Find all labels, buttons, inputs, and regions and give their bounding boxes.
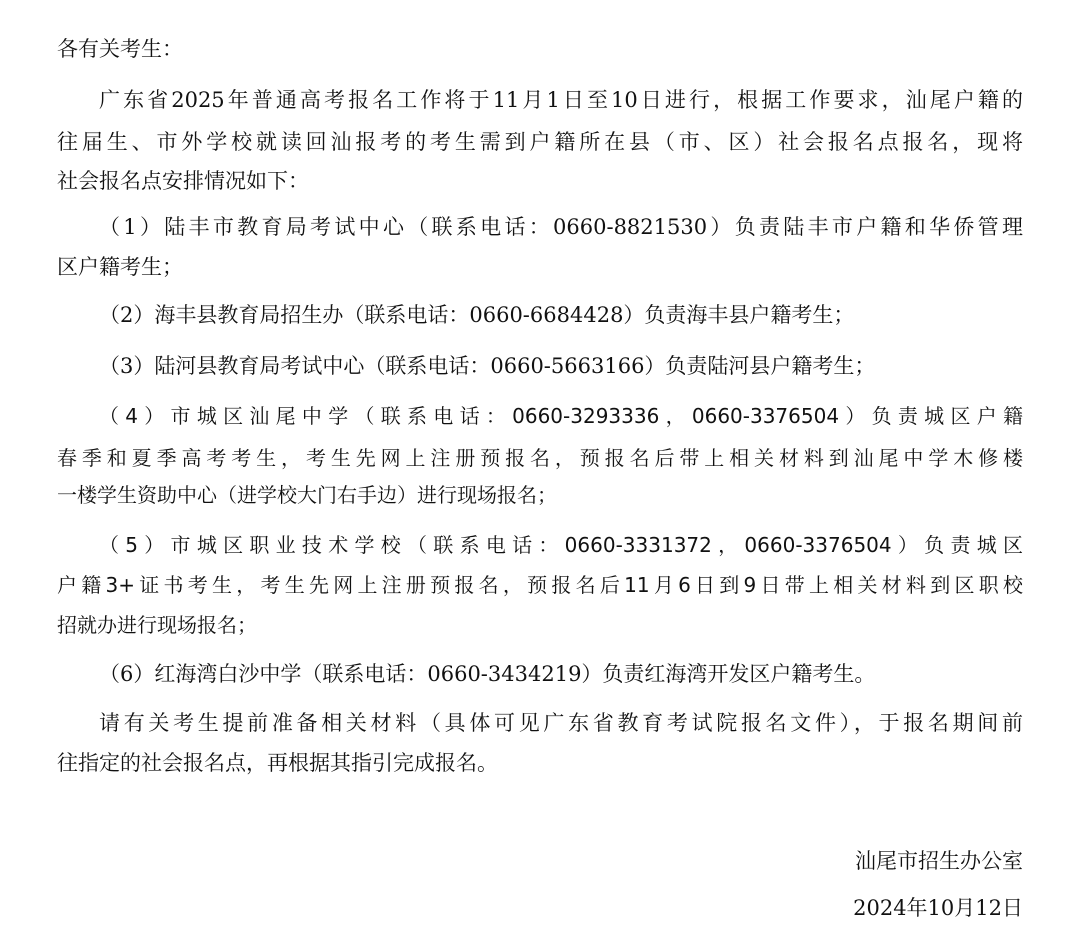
item-line: （6）红海湾白沙中学（联系电话：0660-3434219）负责红海湾开发区户籍考生。 [99,662,876,686]
intro-line: 广东省2025年普通高考报名工作将于11月1日至10日进行，根据工作要求，汕尾户籍的 [99,88,1023,112]
closing-line: 请有关考生提前准备相关材料（具体可见广东省教育考试院报名文件），于报名期间前 [99,711,1023,735]
item-line: 户籍3+证书考生，考生先网上注册预报名，预报名后11月6日到9日带上相关材料到区职校 [57,573,1023,597]
signature-date: 2024年10月12日 [853,896,1023,920]
item-line: （2）海丰县教育局招生办（联系电话：0660-6684428）负责海丰县户籍考生； [99,303,855,327]
intro-line: 社会报名点安排情况如下： [57,169,309,193]
closing-line: 往指定的社会报名点，再根据其指引完成报名。 [57,751,498,775]
intro-line: 往届生、市外学校就读回汕报考的考生需到户籍所在县（市、区）社会报名点报名，现将 [57,130,1023,154]
item-line: （4）市城区汕尾中学（联系电话：0660-3293336，0660-3376504）负责城区户籍 [99,404,1023,428]
item-line: 春季和夏季高考考生，考生先网上注册预报名，预报名后带上相关材料到汕尾中学木修楼 [57,446,1023,470]
item-line: （5）市城区职业技术学校（联系电话：0660-3331372，0660-3376504）负责城区 [99,533,1023,557]
item-line: （3）陆河县教育局考试中心（联系电话：0660-5663166）负责陆河县户籍考生； [99,354,876,378]
signature-organization: 汕尾市招生办公室 [855,849,1023,873]
item-line: 一楼学生资助中心（进学校大门右手边）进行现场报名； [57,483,557,507]
item-line: 招就办进行现场报名； [57,613,257,637]
item-line: 区户籍考生； [57,255,183,279]
item-line: （1）陆丰市教育局考试中心（联系电话：0660-8821530）负责陆丰市户籍和华侨管理 [99,215,1023,239]
salutation: 各有关考生： [57,37,183,61]
